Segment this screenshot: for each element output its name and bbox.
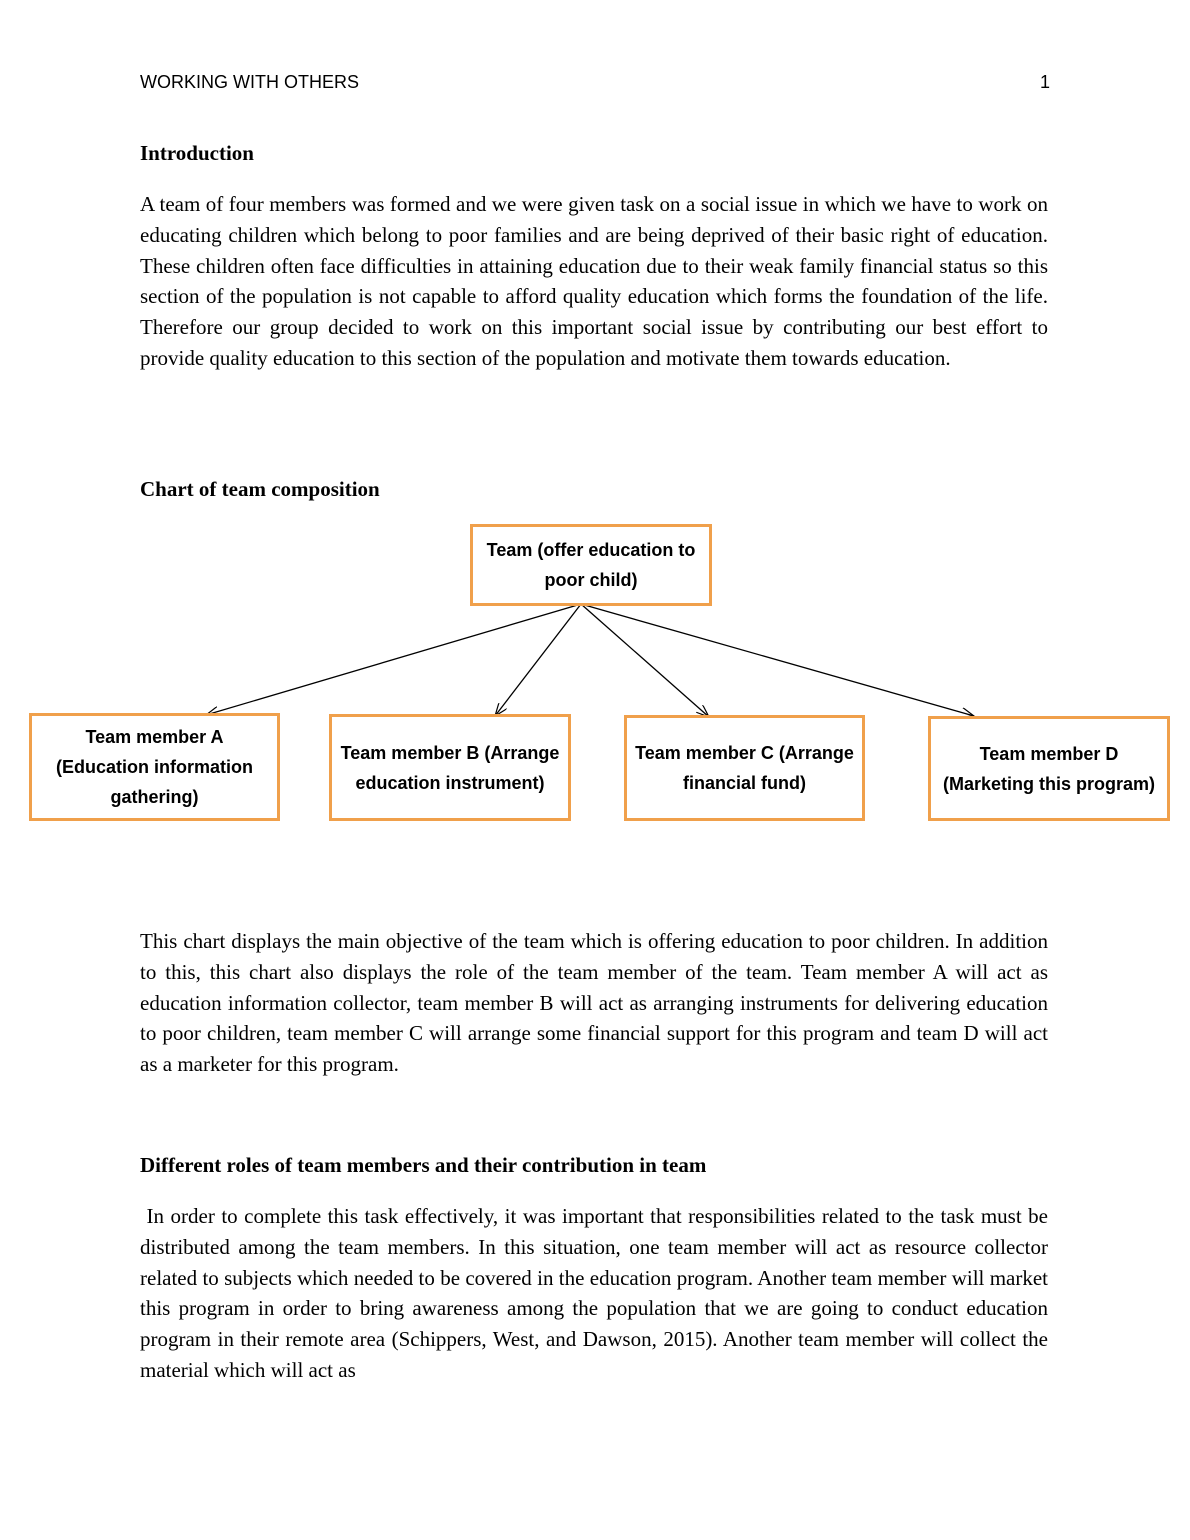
team-root-box: Team (offer education to poor child) (470, 524, 712, 606)
chart-caption: This chart displays the main objective of the team which is offering education to poor children. In addition to this, this chart also displays the role of the team member of the team. Team member A will act as education information collector, team member B will act as arranging instruments for delivering education to poor children, team member C will arrange some financial support for this program and team D will act as a marketer for this program. (140, 929, 1048, 1077)
intro-heading: Introduction (140, 141, 254, 165)
member-b-box: Team member B (Arrange education instrument) (329, 714, 571, 821)
member-a-box: Team member A (Education information gathering) (29, 713, 280, 821)
page-number: 1 (1039, 72, 1050, 92)
member-d-box: Team member D (Marketing this program) (928, 716, 1170, 821)
roles-paragraph: In order to complete this task effectively, it was important that responsibilities related to the task must be distributed among the team members. In this situation, one team member will act as resource collector related to subjects which needed to be covered in the education program. Another team member will market this program in order to bring awareness among the population that we are going to conduct education program in their remote area (Schippers, West, and Dawson, 2015). Another team member will collect the material which will act as (140, 1204, 1054, 1382)
chart-heading: Chart of team composition (140, 477, 380, 501)
member-c-box: Team member C (Arrange financial fund) (624, 715, 865, 821)
intro-paragraph: A team of four members was formed and we were given task on a social issue in which we have to work on educating children which belong to poor families and are being deprived of their basic right of education. These children often face difficulties in attaining education due to their weak family financial status so this section of the population is not capable to afford quality education which forms the foundation of the life. Therefore our group decided to work on this important social issue by contributing our best effort to provide quality education to this section of the population and motivate them towards education. (140, 192, 1048, 370)
arrow-to-member-a (206, 604, 581, 715)
arrow-to-member-d (581, 604, 974, 716)
running-head: WORKING WITH OTHERS (140, 72, 359, 92)
arrow-to-member-c (581, 604, 709, 717)
arrow-to-member-b (495, 604, 581, 716)
roles-heading: Different roles of team members and their contribution in team (140, 1153, 707, 1177)
